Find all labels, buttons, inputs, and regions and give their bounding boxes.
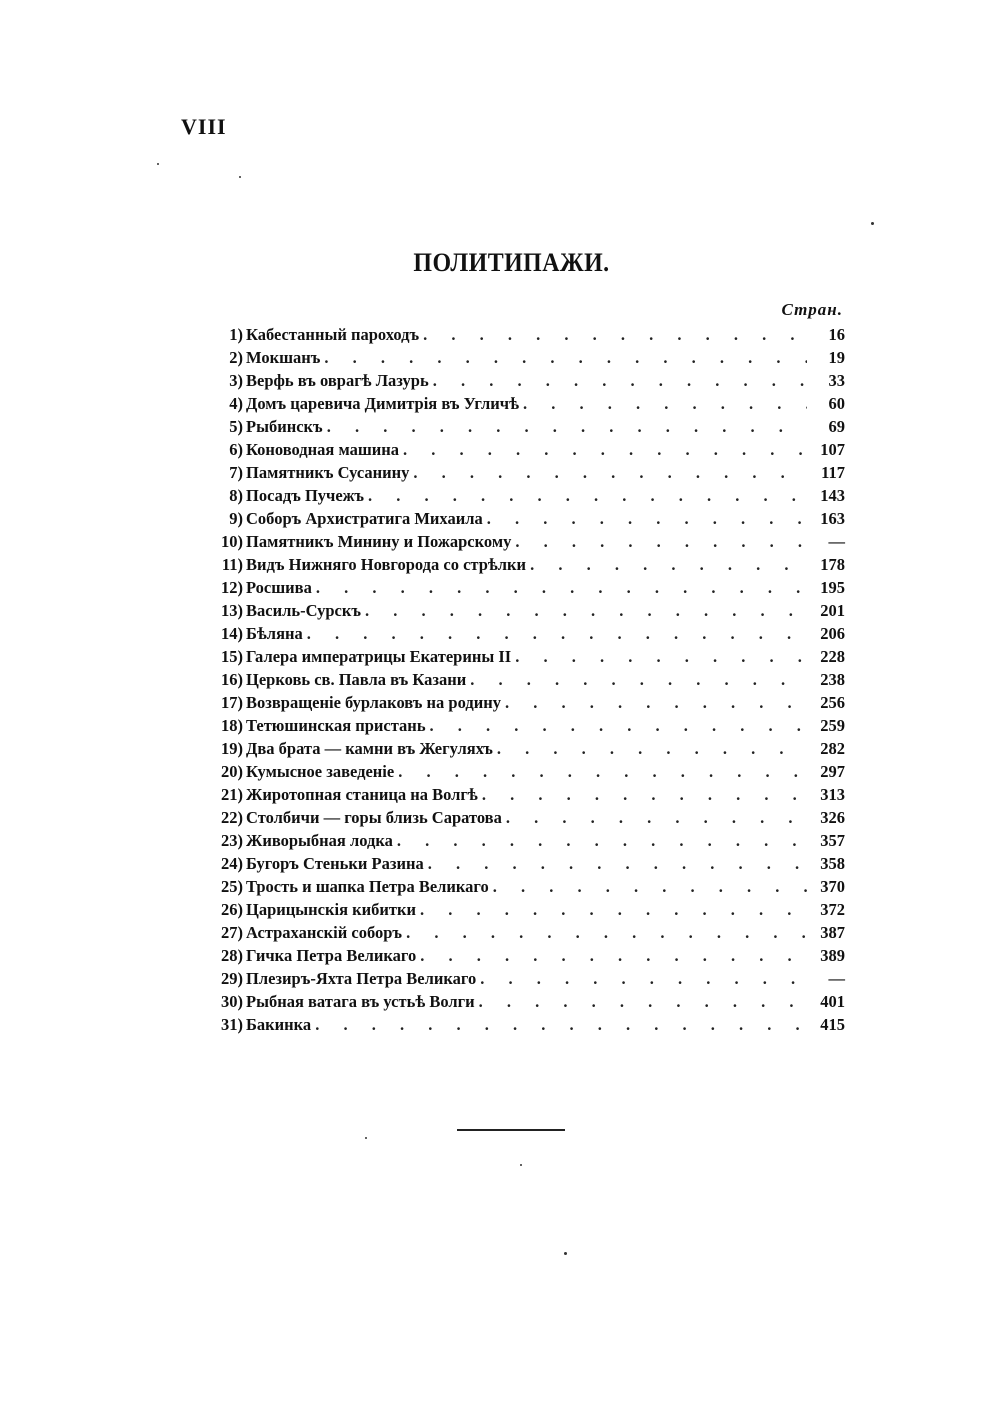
entry-title: Бѣляна: [246, 624, 303, 643]
entry-number: 22): [221, 808, 243, 827]
dot-leader: [397, 831, 807, 851]
dot-leader: [423, 325, 807, 345]
entry-page-number: 19: [828, 348, 845, 367]
print-speck: [520, 1164, 522, 1166]
dot-leader: [428, 854, 807, 874]
print-speck: [239, 176, 241, 178]
page-number: VIII: [181, 114, 227, 139]
entry-title: Бугоръ Стеньки Разина: [246, 854, 424, 873]
print-speck: [157, 163, 159, 165]
entry-number: 26): [221, 900, 243, 919]
entry-title: Тетюшинская пристань: [246, 716, 426, 735]
entry-title: Мокшанъ: [246, 348, 321, 367]
entry-title: Трость и шапка Петра Великаго: [246, 877, 489, 896]
entry-page-number: 60: [828, 394, 845, 413]
entry-title: Царицынскія кибитки: [246, 900, 417, 919]
print-speck: [365, 1137, 367, 1139]
entry-page-number: —: [828, 532, 845, 551]
entry-page-number: 415: [820, 1015, 845, 1034]
entry-page-number: 143: [820, 486, 845, 505]
list-item: [199, 624, 845, 647]
dot-leader: [316, 578, 807, 598]
list-item: [199, 555, 845, 578]
list-item: [199, 900, 845, 923]
entry-page-number: 357: [820, 831, 845, 850]
entry-number: 9): [229, 509, 243, 528]
entry-title: Верфь въ оврагѣ Лазурь: [246, 371, 429, 390]
dot-leader: [506, 808, 807, 828]
dot-leader: [420, 900, 807, 920]
dot-leader: [430, 716, 807, 736]
list-item: [199, 463, 845, 486]
entry-title: Памятникъ Минину и Пожарскому: [246, 532, 512, 551]
list-of-illustrations: [199, 325, 845, 1038]
list-item: [199, 578, 845, 601]
entry-page-number: 401: [820, 992, 845, 1011]
entry-page-number: 16: [828, 325, 845, 344]
dot-leader: [406, 923, 807, 943]
list-item: [199, 808, 845, 831]
entry-title: Соборъ Архистратига Михаила: [246, 509, 483, 528]
print-speck: [564, 1252, 567, 1255]
list-item: [199, 509, 845, 532]
dot-leader: [368, 486, 807, 506]
dot-leader: [523, 394, 807, 414]
list-item: [199, 877, 845, 900]
entry-title: Кабестанный пароходъ: [246, 325, 420, 344]
dot-leader: [470, 670, 807, 690]
list-item: [199, 601, 845, 624]
list-item: [199, 946, 845, 969]
entry-number: 2): [229, 348, 243, 367]
list-item: [199, 371, 845, 394]
entry-page-number: 282: [820, 739, 845, 758]
list-item: [199, 785, 845, 808]
entry-title: Церковь св. Павла въ Казани: [246, 670, 467, 689]
entry-page-number: 389: [820, 946, 845, 965]
page-column-header: Стран.: [781, 300, 843, 319]
entry-number: 12): [221, 578, 243, 597]
dot-leader: [420, 946, 807, 966]
entry-number: 23): [221, 831, 243, 850]
dot-leader: [530, 555, 807, 575]
entry-number: 5): [229, 417, 243, 436]
print-speck: [871, 222, 874, 225]
list-item: [199, 1015, 845, 1038]
entry-page-number: 178: [820, 555, 845, 574]
entry-title: Бакинка: [246, 1015, 312, 1034]
list-item: [199, 486, 845, 509]
entry-number: 7): [229, 463, 243, 482]
entry-number: 10): [221, 532, 243, 551]
entry-number: 11): [221, 555, 243, 574]
list-item: [199, 440, 845, 463]
entry-title: Жиротопная станица на Волгѣ: [246, 785, 478, 804]
dot-leader: [482, 785, 807, 805]
entry-page-number: 259: [820, 716, 845, 735]
dot-leader: [307, 624, 807, 644]
list-item: [199, 831, 845, 854]
dot-leader: [505, 693, 807, 713]
list-item: [199, 325, 845, 348]
entry-number: 8): [229, 486, 243, 505]
dot-leader: [403, 440, 807, 460]
dot-leader: [324, 348, 807, 368]
entry-number: 16): [221, 670, 243, 689]
dot-leader: [487, 509, 807, 529]
dot-leader: [413, 463, 807, 483]
entry-number: 30): [221, 992, 243, 1011]
entry-number: 28): [221, 946, 243, 965]
entry-title: Василь-Сурскъ: [246, 601, 361, 620]
entry-number: 1): [229, 325, 243, 344]
entry-number: 29): [221, 969, 243, 988]
entry-title: Видъ Нижняго Новгорода со стрѣлки: [246, 555, 527, 574]
entry-title: Возвращеніе бурлаковъ на родину: [246, 693, 501, 712]
entry-page-number: 297: [820, 762, 845, 781]
list-item: [199, 670, 845, 693]
entry-page-number: 358: [820, 854, 845, 873]
entry-number: 4): [229, 394, 243, 413]
entry-title: Рыбная ватага въ устьѣ Волги: [246, 992, 475, 1011]
entry-page-number: 326: [820, 808, 845, 827]
dot-leader: [497, 739, 807, 759]
entry-title: Памятникъ Сусанину: [246, 463, 410, 482]
dot-leader: [365, 601, 807, 621]
entry-page-number: 107: [820, 440, 845, 459]
dot-leader: [515, 532, 807, 552]
entry-number: 13): [221, 601, 243, 620]
list-item: [199, 762, 845, 785]
entry-title: Росшива: [246, 578, 312, 597]
entry-title: Галера императрицы Екатерины II: [246, 647, 512, 666]
list-item: [199, 647, 845, 670]
entry-number: 27): [221, 923, 243, 942]
list-item: [199, 716, 845, 739]
entry-page-number: 387: [820, 923, 845, 942]
entry-number: 6): [229, 440, 243, 459]
entry-number: 21): [221, 785, 243, 804]
list-item: [199, 992, 845, 1015]
entry-page-number: 372: [820, 900, 845, 919]
entry-page-number: 228: [820, 647, 845, 666]
entry-number: 20): [221, 762, 243, 781]
list-item: [199, 969, 845, 992]
entry-page-number: 238: [820, 670, 845, 689]
dot-leader: [515, 647, 807, 667]
entry-title: Посадъ Пучежъ: [246, 486, 365, 505]
entry-number: 24): [221, 854, 243, 873]
entry-page-number: 313: [820, 785, 845, 804]
entry-page-number: —: [828, 969, 845, 988]
list-item: [199, 394, 845, 417]
list-item: [199, 532, 845, 555]
entry-number: 18): [221, 716, 243, 735]
dot-leader: [479, 992, 807, 1012]
entry-page-number: 33: [828, 371, 845, 390]
entry-page-number: 256: [820, 693, 845, 712]
section-divider: [457, 1129, 565, 1131]
list-item: [199, 854, 845, 877]
entry-title: Столбичи — горы близь Саратова: [246, 808, 502, 827]
list-item: [199, 739, 845, 762]
dot-leader: [327, 417, 807, 437]
dot-leader: [480, 969, 807, 989]
list-item: [199, 693, 845, 716]
entry-number: 3): [229, 371, 243, 390]
entry-page-number: 195: [820, 578, 845, 597]
entry-page-number: 117: [821, 463, 845, 482]
dot-leader: [398, 762, 807, 782]
list-item: [199, 348, 845, 371]
list-item: [199, 923, 845, 946]
dot-leader: [493, 877, 807, 897]
entry-title: Гичка Петра Великаго: [246, 946, 417, 965]
entry-page-number: 201: [820, 601, 845, 620]
entry-page-number: 69: [828, 417, 845, 436]
entry-page-number: 370: [820, 877, 845, 896]
entry-title: Два брата — камни въ Жегуляхъ: [246, 739, 493, 758]
entry-number: 25): [221, 877, 243, 896]
entry-number: 15): [221, 647, 243, 666]
entry-title: Коноводная машина: [246, 440, 400, 459]
entry-title: Живорыбная лодка: [246, 831, 393, 850]
list-item: [199, 417, 845, 440]
entry-title: Домъ царевича Димитрія въ Угличѣ: [246, 394, 519, 413]
dot-leader: [315, 1015, 807, 1035]
entry-number: 31): [221, 1015, 243, 1034]
entry-title: Астраханскій соборъ: [246, 923, 403, 942]
dot-leader: [433, 371, 807, 391]
entry-number: 14): [221, 624, 243, 643]
entry-title: Плезиръ-Яхта Петра Великаго: [246, 969, 477, 988]
entry-page-number: 206: [820, 624, 845, 643]
entry-title: Рыбинскъ: [246, 417, 323, 436]
entry-title: Кумысное заведеніе: [246, 762, 395, 781]
entry-number: 19): [221, 739, 243, 758]
entry-page-number: 163: [820, 509, 845, 528]
entry-number: 17): [221, 693, 243, 712]
page-title: ПОЛИТИПАЖИ.: [413, 248, 610, 277]
